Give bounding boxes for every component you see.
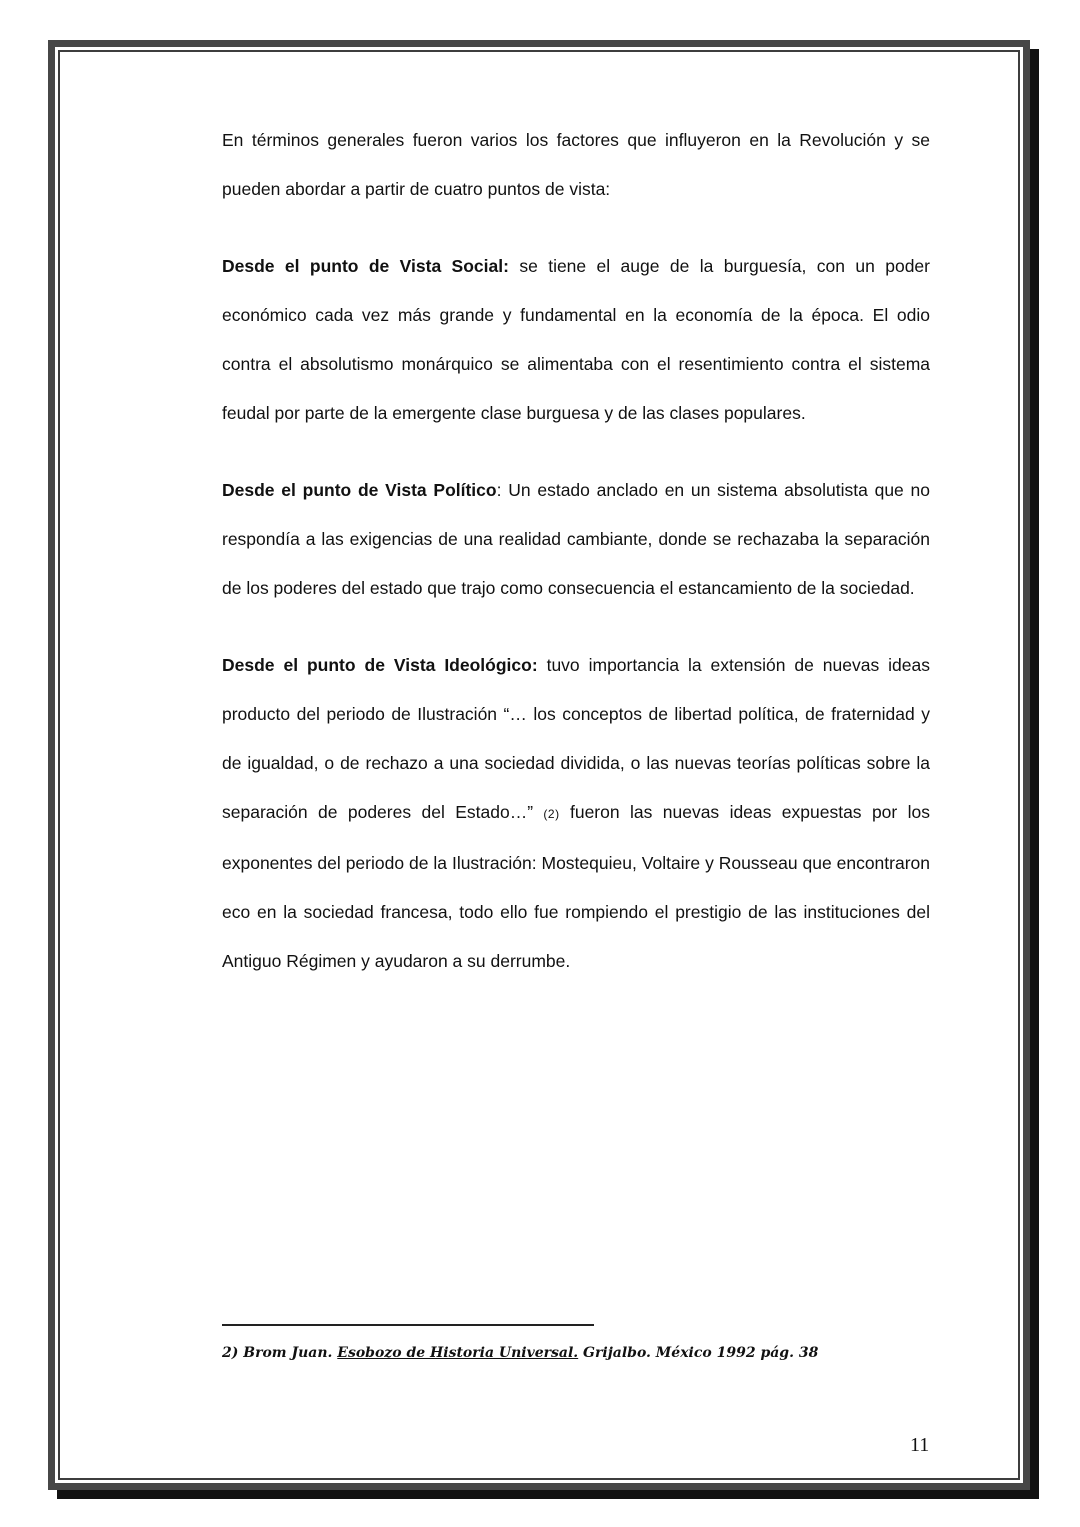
- paragraph: [222, 641, 930, 986]
- text-run: En términos generales fueron varios los factores que influyeron en la Revolución y se pueden abordar a partir de cuatro puntos de vista:: [222, 130, 930, 199]
- page-border-frame: [48, 40, 1030, 1490]
- text-run: Grijalbo. México 1992 pág. 38: [578, 1345, 819, 1361]
- page-border-inner: [58, 50, 1020, 1480]
- text-run: Desde el punto de Vista Ideológico:: [222, 655, 538, 675]
- text-run: Desde el punto de Vista Social:: [222, 256, 509, 276]
- text-run: : Un estado anclado en un sistema absolutista que no respondía a las exigencias de una realidad cambiante, donde se rechazaba la separación de los poderes del estado que trajo como consecuencia el estancamiento de la sociedad.: [222, 480, 931, 598]
- page-number: 11: [910, 1434, 930, 1456]
- text-run: Desde el punto de Vista Político: [222, 480, 497, 500]
- text-run: 2) Brom Juan.: [222, 1345, 338, 1361]
- footnote-separator: [222, 1324, 594, 1326]
- footnote: [222, 1345, 938, 1361]
- paragraph: [222, 116, 930, 214]
- text-run: (2): [543, 807, 560, 821]
- document-body: [60, 52, 1018, 1014]
- text-run: tuvo importancia la extensión de nuevas ideas producto del periodo de Ilustración “… los conceptos de libertad política, de fraternidad y de igualdad, o de rechazo a una sociedad dividida, o las nuevas teorías políticas sobre la separación de poderes del Estado…”: [222, 655, 931, 822]
- text-run: fueron las nuevas ideas expuestas por los exponentes del periodo de la Ilustración: Mostequieu, Voltaire y Rousseau que encontraron eco en la sociedad francesa, todo ello fue rompiendo el prestigio de las instituciones del Antiguo Régimen y ayudaron a su derrumbe.: [222, 802, 930, 971]
- text-run: se tiene el auge de la burguesía, con un poder económico cada vez más grande y fundamental en la economía de la época. El odio contra el absolutismo monárquico se alimentaba con el resentimiento contra el sistema feudal por parte de la emergente clase burguesa y de las clases populares.: [222, 256, 930, 423]
- paragraph: [222, 242, 930, 438]
- paragraph: [222, 466, 930, 613]
- text-run: Esobozo de Historia Universal.: [337, 1345, 579, 1361]
